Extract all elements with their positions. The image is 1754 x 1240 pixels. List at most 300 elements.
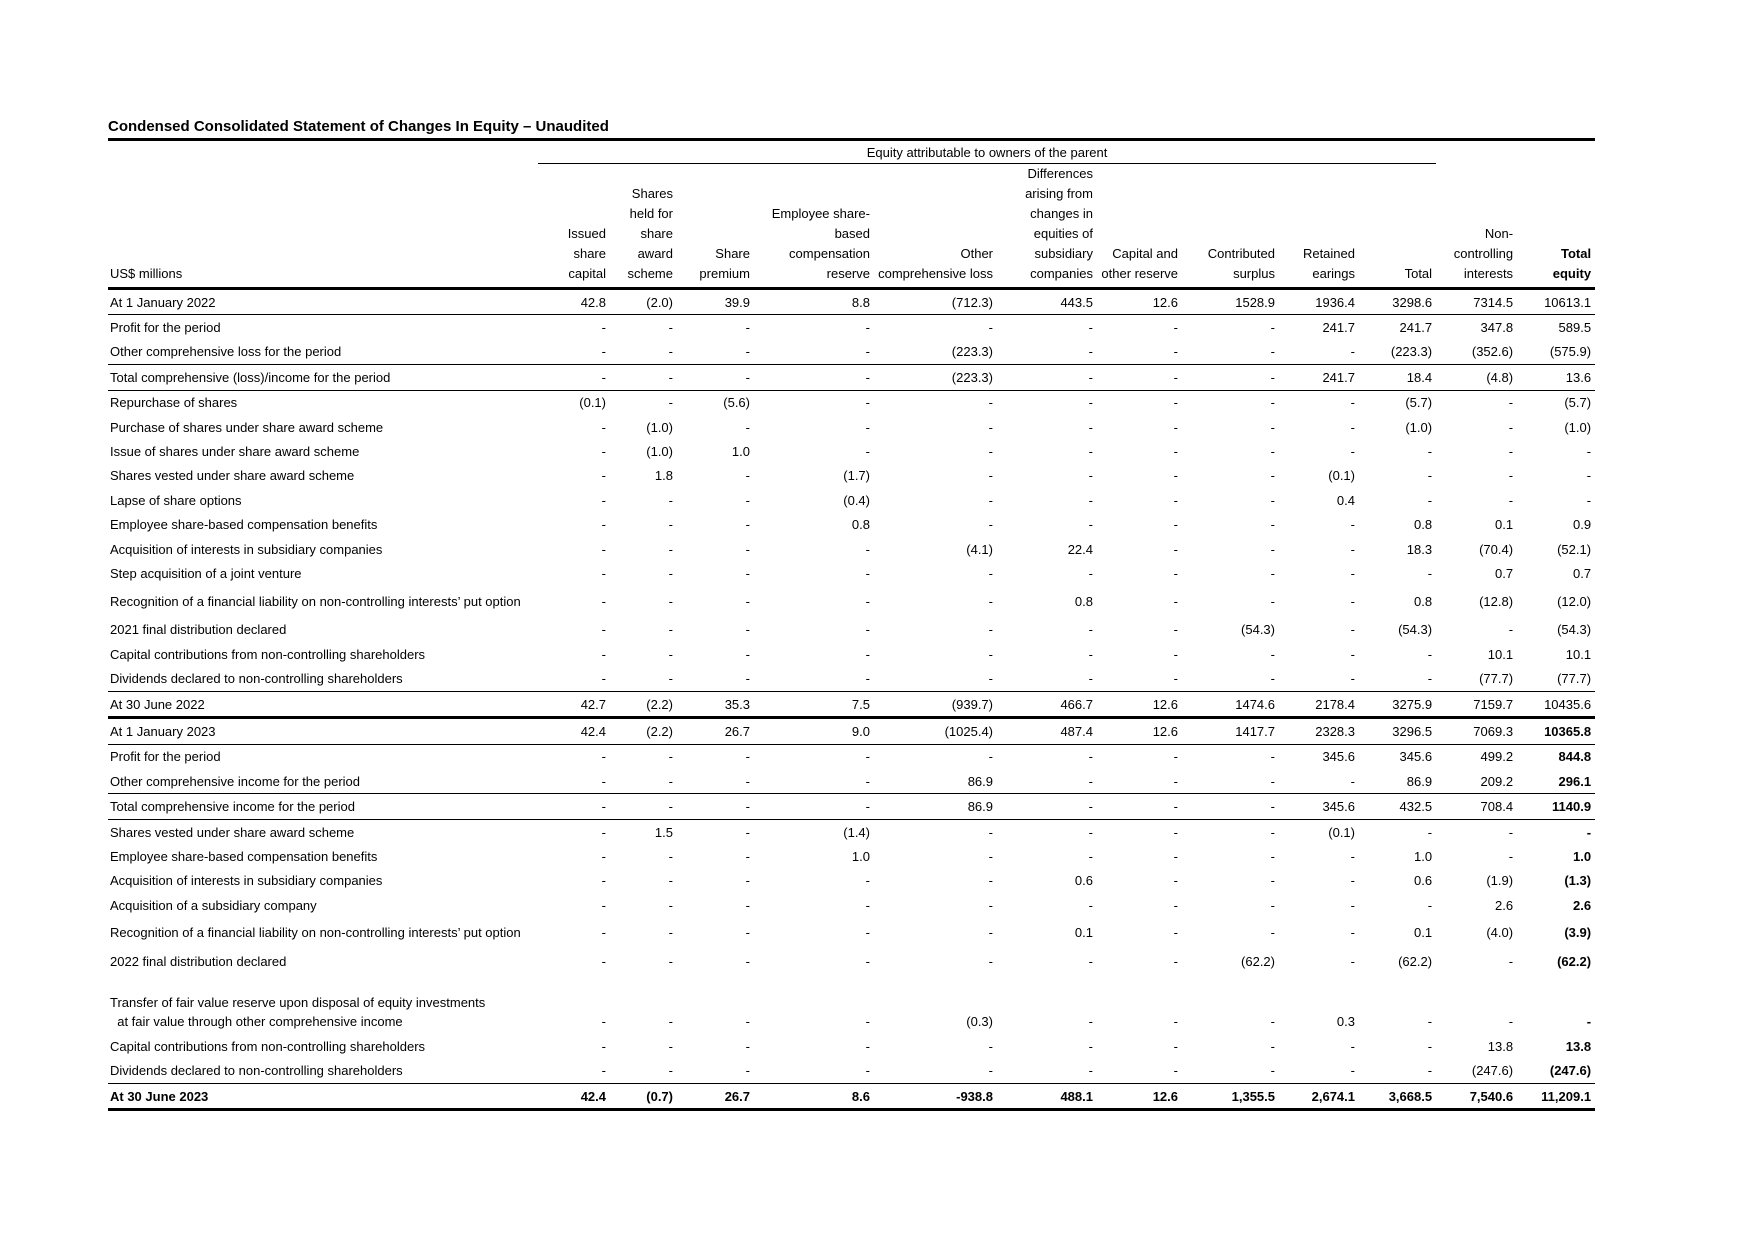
table-cell: - (865, 1014, 870, 1030)
table-cell: (4.0) (1486, 925, 1514, 941)
table-cell: - (1270, 646, 1275, 662)
table-cell: - (601, 444, 606, 460)
row-label: Total comprehensive income for the period (108, 794, 538, 819)
table-cell: 1528.9 (1182, 289, 1279, 315)
table-cell: - (1088, 848, 1093, 864)
table-cell: 7159.7 (1436, 691, 1517, 717)
table-cell: - (668, 344, 673, 360)
row-label: Step acquisition of a joint venture (110, 565, 302, 581)
table-cell: (1.4) (754, 819, 874, 844)
table-cell: - (668, 565, 673, 581)
table-cell: - (1350, 848, 1355, 864)
table-cell: - (754, 794, 874, 819)
table-row (108, 1083, 1595, 1109)
table-cell: - (1427, 897, 1433, 913)
table-cell: - (668, 541, 673, 557)
table-cell: - (668, 925, 673, 941)
table-cell: - (1270, 419, 1275, 435)
col-header-retained-earnings: Retained earings (1302, 246, 1355, 281)
table-cell: - (610, 794, 677, 819)
table-cell: 42.4 (538, 1083, 610, 1109)
table-cell: - (745, 344, 750, 360)
table-cell: - (1173, 344, 1178, 360)
table-cell: - (1508, 1014, 1514, 1030)
table-cell: 0.7 (1494, 565, 1514, 581)
table-cell: - (997, 794, 1097, 819)
table-row (108, 769, 1595, 794)
table-cell: 7314.5 (1436, 289, 1517, 315)
table-row (108, 1034, 1595, 1058)
table-cell: 1936.4 (1279, 289, 1359, 315)
table-cell: - (865, 646, 870, 662)
table-cell: - (745, 1014, 750, 1030)
table-cell: - (988, 671, 993, 687)
table-cell: 2.6 (1572, 897, 1592, 913)
table-cell: - (745, 517, 750, 533)
table-cell: (1.0) (1405, 419, 1433, 435)
row-label: Recognition of a financial liability on non-controlling interests’ put option (110, 593, 521, 609)
table-cell: 589.5 (1517, 315, 1595, 340)
table-cell: 86.9 (967, 773, 993, 789)
table-row (108, 289, 1595, 315)
row-label: Purchase of shares under share award scheme (110, 419, 384, 435)
row-label: Acquisition of interests in subsidiary companies (110, 541, 383, 557)
table-cell: - (988, 622, 993, 638)
table-cell: - (1270, 1038, 1275, 1054)
table-cell: (1.0) (646, 444, 673, 460)
table-row (108, 561, 1595, 585)
table-cell: - (997, 819, 1097, 844)
table-cell: (1025.4) (874, 718, 997, 744)
table-cell: - (1173, 622, 1178, 638)
table-row (108, 340, 1595, 365)
row-label: 2022 final distribution declared (110, 954, 287, 970)
table-cell: - (610, 315, 677, 340)
table-cell: - (745, 541, 750, 557)
table-cell: (247.6) (1549, 1063, 1592, 1079)
table-cell: - (1088, 954, 1093, 970)
table-cell: - (538, 315, 610, 340)
table-cell: - (1427, 565, 1433, 581)
table-cell: 13.8 (1487, 1038, 1514, 1054)
table-cell: - (745, 1038, 750, 1054)
table-cell: - (745, 773, 750, 789)
table-cell: - (1097, 794, 1182, 819)
table-cell: 296.1 (1558, 773, 1592, 789)
col-header-contributed-surplus: Contributed surplus (1207, 246, 1275, 281)
table-cell: 0.3 (1336, 1014, 1355, 1030)
table-cell: 1.0 (1572, 848, 1592, 864)
table-cell: - (601, 1014, 606, 1030)
table-cell: - (1508, 468, 1514, 484)
table-cell: - (601, 344, 606, 360)
table-row (108, 464, 1595, 488)
table-cell: - (745, 897, 750, 913)
table-cell: - (1427, 1014, 1433, 1030)
table-cell: - (1270, 344, 1275, 360)
table-cell: - (1350, 897, 1355, 913)
table-row (108, 315, 1595, 340)
table-cell: - (1270, 773, 1275, 789)
table-cell: - (754, 315, 874, 340)
table-cell: - (1173, 925, 1178, 941)
table-cell: 0.6 (1074, 873, 1093, 889)
table-cell: - (601, 925, 606, 941)
table-cell: - (601, 773, 606, 789)
table-cell: - (1173, 565, 1178, 581)
statement (108, 118, 1595, 1111)
group-header: Equity attributable to owners of the parent (538, 140, 1436, 164)
table-cell: 241.7 (1359, 315, 1436, 340)
table-cell: - (668, 622, 673, 638)
table-cell: (1.0) (646, 419, 673, 435)
table-cell: - (601, 565, 606, 581)
table-cell: 1474.6 (1182, 691, 1279, 717)
table-cell (874, 974, 997, 1010)
table-cell: - (1270, 671, 1275, 687)
table-cell: - (1088, 622, 1093, 638)
table-cell: 1.8 (654, 468, 673, 484)
row-label: Lapse of share options (110, 492, 242, 508)
table-cell: - (745, 492, 750, 508)
row-label: Other comprehensive income for the period (110, 773, 361, 789)
table-cell: - (1508, 622, 1514, 638)
table-row (108, 1010, 1595, 1034)
table-cell: - (1508, 848, 1514, 864)
table-cell: (575.9) (1549, 344, 1592, 360)
table-cell: - (1270, 541, 1275, 557)
table-cell: - (1586, 1014, 1592, 1030)
table-cell: - (601, 954, 606, 970)
table-cell: 345.6 (1279, 744, 1359, 769)
table-cell: - (865, 541, 870, 557)
table-cell: - (865, 444, 870, 460)
table-cell: - (1427, 646, 1433, 662)
table-cell: - (1270, 1014, 1275, 1030)
table-row (108, 718, 1595, 744)
table-cell: - (601, 873, 606, 889)
table-cell (754, 974, 874, 1010)
table-cell: - (1173, 897, 1178, 913)
table-cell: - (668, 848, 673, 864)
table-cell: - (865, 1063, 870, 1079)
table-cell: - (1097, 744, 1182, 769)
table-cell: - (745, 1063, 750, 1079)
table-cell: - (1427, 492, 1433, 508)
table-cell: - (745, 565, 750, 581)
table-cell: - (1436, 819, 1517, 844)
table-cell: - (988, 954, 993, 970)
table-cell: (12.0) (1557, 593, 1592, 609)
table-cell: - (677, 794, 754, 819)
table-cell: 3296.5 (1359, 718, 1436, 744)
table-cell: - (1350, 646, 1355, 662)
table-cell (1279, 974, 1359, 1010)
table-cell: - (865, 773, 870, 789)
table-cell: - (1088, 646, 1093, 662)
table-cell: - (1270, 925, 1275, 941)
table-cell: (223.3) (1390, 344, 1433, 360)
table-cell: 3,668.5 (1359, 1083, 1436, 1109)
row-label: Transfer of fair value reserve upon disposal of equity investments (110, 994, 486, 1010)
table-cell: 10435.6 (1517, 691, 1595, 717)
table-cell: - (1350, 541, 1355, 557)
table-cell: - (1097, 315, 1182, 340)
table-cell: 22.4 (1067, 541, 1093, 557)
table-cell: 0.8 (1413, 517, 1433, 533)
table-cell: 487.4 (997, 718, 1097, 744)
table-cell: - (874, 315, 997, 340)
table-row (108, 744, 1595, 769)
table-row (108, 513, 1595, 537)
table-cell: 12.6 (1097, 691, 1182, 717)
row-label: Capital contributions from non-controlling shareholders (110, 1038, 426, 1054)
table-cell: 0.1 (1074, 925, 1093, 941)
table-row (108, 642, 1595, 666)
table-cell: - (997, 315, 1097, 340)
table-cell: - (538, 794, 610, 819)
table-cell: 9.0 (754, 718, 874, 744)
table-cell: - (1173, 646, 1178, 662)
table-cell: (12.8) (1479, 593, 1514, 609)
table-cell: - (1088, 671, 1093, 687)
row-label: Repurchase of shares (108, 390, 538, 415)
table-cell: 0.6 (1413, 873, 1433, 889)
table-row (108, 365, 1595, 390)
table-cell: - (988, 565, 993, 581)
table-cell: 241.7 (1279, 365, 1359, 390)
table-cell: 1140.9 (1517, 794, 1595, 819)
table-cell: 42.4 (538, 718, 610, 744)
table-cell: - (1427, 468, 1433, 484)
table-cell: - (677, 819, 754, 844)
table-cell: - (1173, 517, 1178, 533)
table-cell: - (1350, 419, 1355, 435)
table-cell: - (1173, 593, 1178, 609)
table-cell: - (1088, 444, 1093, 460)
table-cell: 39.9 (677, 289, 754, 315)
table-cell: - (1270, 444, 1275, 460)
table-cell: 844.8 (1517, 744, 1595, 769)
table-cell: - (677, 315, 754, 340)
table-cell: (1.3) (1564, 873, 1592, 889)
table-cell: - (1173, 671, 1178, 687)
table-row (108, 390, 1595, 415)
table-cell: - (1359, 819, 1436, 844)
statement-title: Condensed Consolidated Statement of Changes In Equity – Unaudited (108, 118, 609, 135)
table-cell: - (1088, 1014, 1093, 1030)
row-label: Employee share-based compensation benefits (110, 848, 378, 864)
table-row (108, 819, 1595, 844)
col-header-capital-other-reserve: Capital and other reserve (1101, 246, 1178, 281)
table-cell: (5.6) (677, 390, 754, 415)
table-cell: - (745, 925, 750, 941)
table-cell (997, 974, 1097, 1010)
table-cell: 0.4 (1336, 492, 1355, 508)
table-cell: 0.9 (1572, 517, 1592, 533)
table-cell: - (601, 593, 606, 609)
table-cell: - (1350, 444, 1355, 460)
table-cell: 1.0 (851, 848, 870, 864)
table-cell: - (865, 925, 870, 941)
table-cell: - (754, 744, 874, 769)
row-label: Profit for the period (108, 315, 538, 340)
table-cell: - (601, 492, 606, 508)
table-cell: - (745, 671, 750, 687)
table-cell: 26.7 (677, 718, 754, 744)
table-cell: (5.7) (1359, 390, 1436, 415)
table-cell: - (1350, 517, 1355, 533)
table-cell: - (1350, 925, 1355, 941)
table-cell: - (1270, 517, 1275, 533)
row-label: Acquisition of interests in subsidiary companies (110, 873, 383, 889)
table-cell: - (1427, 671, 1433, 687)
table-cell: - (988, 873, 993, 889)
table-cell: - (1173, 419, 1178, 435)
table-cell: - (668, 593, 673, 609)
row-label: Other comprehensive loss for the period (110, 344, 342, 360)
table-cell: - (997, 365, 1097, 390)
column-header-row (108, 164, 1595, 289)
table-cell: 1.0 (1413, 848, 1433, 864)
table-cell: - (1173, 444, 1178, 460)
row-label: Profit for the period (108, 744, 538, 769)
table-cell: - (1350, 593, 1355, 609)
table-cell: - (745, 848, 750, 864)
table-cell: - (610, 365, 677, 390)
units-label: US$ millions (110, 266, 183, 281)
table-cell (1097, 974, 1182, 1010)
col-header-employee-reserve: Employee share-based compensation reserve (771, 206, 870, 281)
table-cell: (2.2) (610, 718, 677, 744)
table-cell: - (865, 671, 870, 687)
col-header-total-equity: Total equity (1552, 246, 1592, 281)
table-cell: 86.9 (1406, 773, 1433, 789)
table-cell: (4.1) (966, 541, 993, 557)
table-cell: - (1427, 1063, 1433, 1079)
table-cell: - (1350, 1063, 1355, 1079)
table-cell: - (1088, 1038, 1093, 1054)
col-header-total: Total (1404, 266, 1433, 281)
table-cell: (54.3) (1557, 622, 1592, 638)
table-cell: (52.1) (1557, 541, 1592, 557)
table-cell: - (677, 365, 754, 390)
table-cell: (70.4) (1479, 541, 1514, 557)
table-cell: - (538, 819, 610, 844)
table-cell: 10365.8 (1517, 718, 1595, 744)
table-cell: 2.6 (1494, 897, 1514, 913)
table-cell: - (668, 517, 673, 533)
table-cell: 26.7 (677, 1083, 754, 1109)
table-cell: 86.9 (874, 794, 997, 819)
table-cell: - (1508, 444, 1514, 460)
col-header-non-controlling: Non-controlling interests (1453, 226, 1514, 281)
table-cell: - (865, 593, 870, 609)
table-cell: - (988, 1063, 993, 1079)
table-cell: - (1173, 468, 1178, 484)
table-cell (1436, 974, 1517, 1010)
col-header-issued-share-capital: Issued share capital (567, 226, 606, 281)
table-cell: - (601, 517, 606, 533)
table-cell: (223.3) (951, 344, 993, 360)
table-cell: - (668, 671, 673, 687)
table-row (108, 794, 1595, 819)
table-cell: - (1508, 954, 1514, 970)
table-cell: (4.8) (1436, 365, 1517, 390)
table-cell: (77.7) (1557, 671, 1592, 687)
table-cell: 432.5 (1359, 794, 1436, 819)
table-cell: - (1270, 565, 1275, 581)
table-cell: - (1173, 848, 1178, 864)
table-row (108, 844, 1595, 868)
table-cell: (247.6) (1471, 1063, 1514, 1079)
table-cell: (1.7) (843, 468, 870, 484)
table-cell: (1.9) (1486, 873, 1514, 889)
table-cell: (1.0) (1564, 419, 1592, 435)
table-cell (677, 974, 754, 1010)
table-cell: - (668, 873, 673, 889)
table-cell: 2178.4 (1279, 691, 1359, 717)
table-cell: - (865, 419, 870, 435)
table-cell: - (601, 468, 606, 484)
table-cell: - (1088, 773, 1093, 789)
table-cell: 1.0 (731, 444, 750, 460)
table-cell: - (1097, 390, 1182, 415)
table-cell: - (874, 819, 997, 844)
table-cell: - (668, 1038, 673, 1054)
table-cell: (77.7) (1479, 671, 1514, 687)
table-cell: - (1586, 492, 1592, 508)
table-cell: - (745, 873, 750, 889)
table-cell: - (997, 744, 1097, 769)
table-cell: (62.2) (1241, 954, 1275, 970)
table-cell (538, 974, 610, 1010)
table-cell: - (1182, 315, 1279, 340)
row-label: Dividends declared to non-controlling shareholders (110, 671, 403, 687)
table-cell: - (601, 1063, 606, 1079)
table-cell: - (601, 622, 606, 638)
table-cell: - (1088, 468, 1093, 484)
row-label: Total comprehensive (loss)/income for the period (108, 365, 538, 390)
table-cell: - (865, 565, 870, 581)
table-cell: (62.2) (1557, 954, 1592, 970)
table-cell: - (1508, 419, 1514, 435)
table-cell: (223.3) (874, 365, 997, 390)
table-cell: - (754, 390, 874, 415)
table-cell: 42.7 (538, 691, 610, 717)
table-cell: (712.3) (874, 289, 997, 315)
table-row (108, 666, 1595, 691)
col-header-other-comprehensive-loss: Other comprehensive loss (878, 246, 993, 281)
row-label: At 30 June 2023 (108, 1083, 538, 1109)
table-cell: - (865, 1038, 870, 1054)
table-cell: (352.6) (1471, 344, 1514, 360)
table-cell: 12.6 (1097, 289, 1182, 315)
table-cell: - (1097, 365, 1182, 390)
table-cell: 0.8 (851, 517, 870, 533)
table-cell: 12.6 (1097, 718, 1182, 744)
table-cell: - (745, 468, 750, 484)
table-cell: 2328.3 (1279, 718, 1359, 744)
table-cell (1359, 974, 1436, 1010)
table-cell: - (997, 390, 1097, 415)
table-cell: 35.3 (677, 691, 754, 717)
table-cell: - (1350, 773, 1355, 789)
table-cell: (0.1) (1328, 468, 1355, 484)
table-cell: - (745, 646, 750, 662)
row-label: Recognition of a financial liability on non-controlling interests’ put option (110, 925, 521, 941)
table-cell: (0.1) (538, 390, 610, 415)
